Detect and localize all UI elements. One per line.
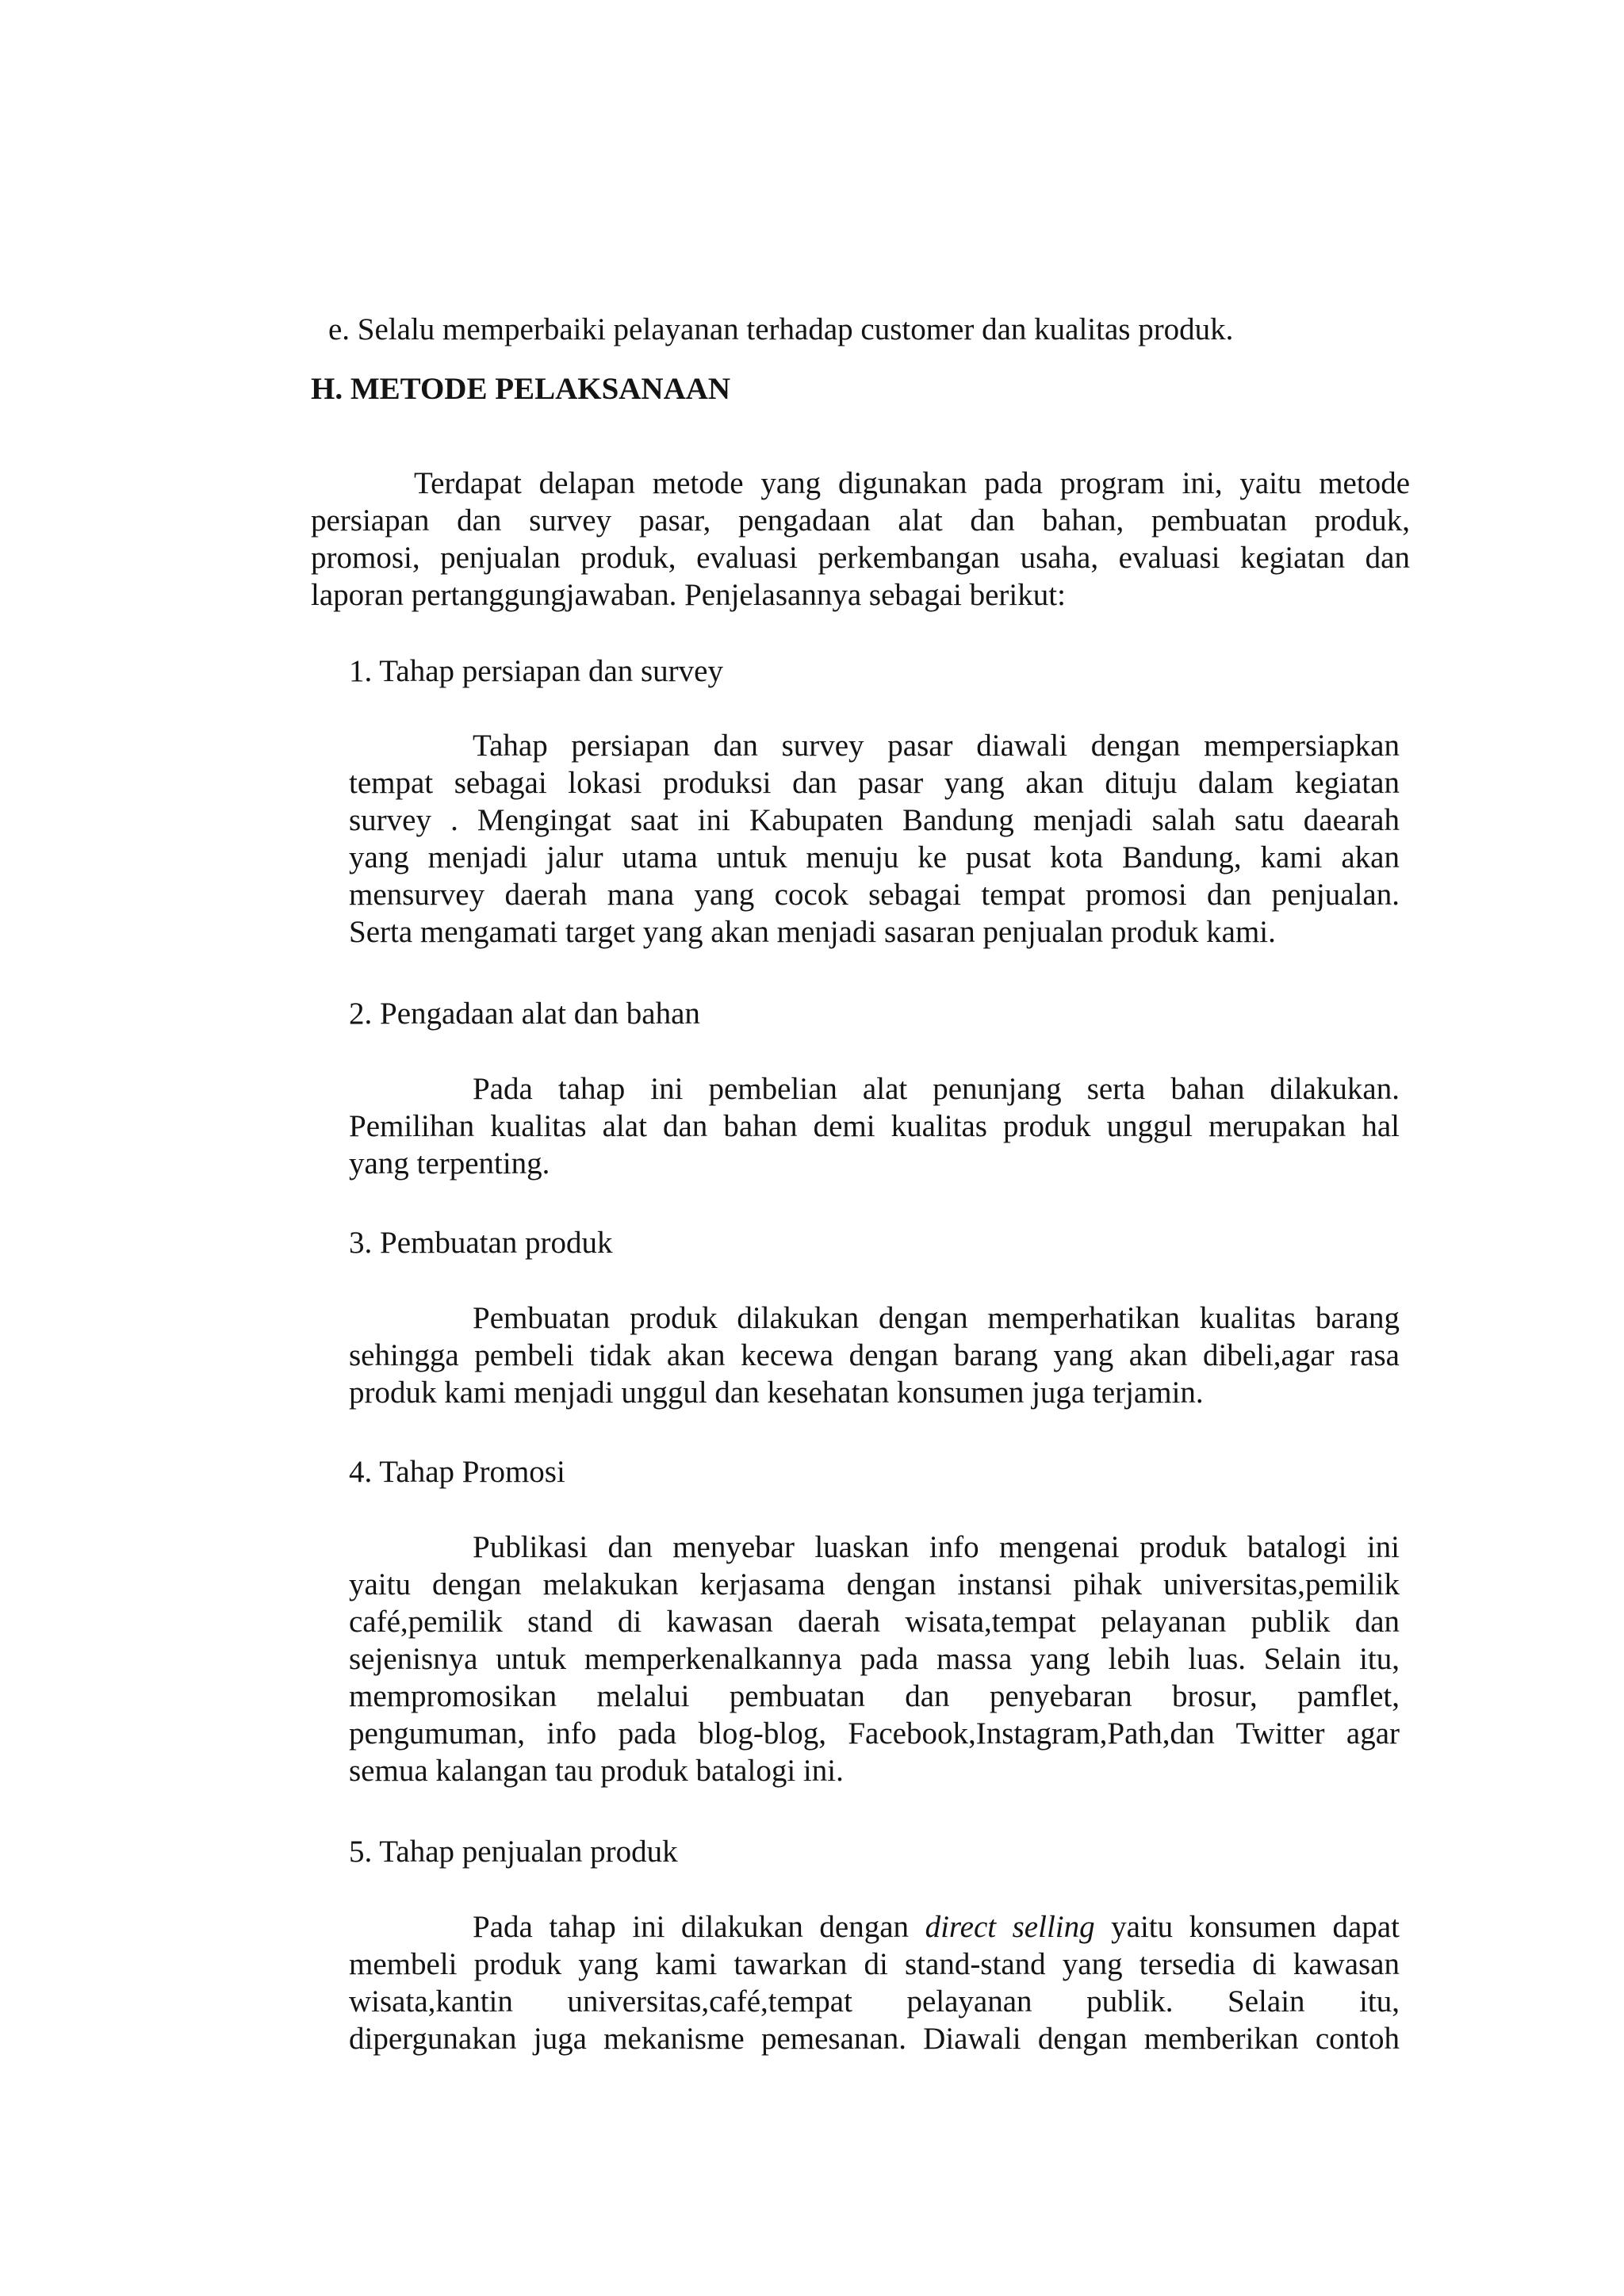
intro-line-2: persiapan dan survey pasar, pengadaan alat dan bahan, pembuatan produk, [311,503,1410,538]
intro-line-3: promosi, penjualan produk, evaluasi perkembangan usaha, evaluasi kegiatan dan [311,541,1410,575]
step-1-line-6: Serta mengamati target yang akan menjadi sasaran penjualan produk kami. [349,915,1276,949]
step-4-body [349,1529,1400,1789]
step-1-line-3: survey . Mengingat saat ini Kabupaten Bandung menjadi salah satu daearah [349,803,1400,837]
step-5-title: 5. Tahap penjualan produk [349,1835,678,1869]
step-4-line-4: sejenisnya untuk memperkenalkannya pada massa yang lebih luas. Selain itu, [349,1642,1400,1676]
step-4-line-2: yaitu dengan melakukan kerjasama dengan instansi pihak universitas,pemilik [349,1567,1400,1601]
step-5-line-1-end: yaitu konsumen dapat [1094,1910,1400,1944]
step-1-body [349,727,1400,951]
step-4-line-3: café,pemilik stand di kawasan daerah wisata,tempat pelayanan publik dan [349,1605,1400,1639]
step-2-body [349,1070,1400,1182]
step-3-title: 3. Pembuatan produk [349,1226,613,1260]
step-1-title: 1. Tahap persiapan dan survey [349,654,723,688]
step-5-line-1-start: Pada tahap ini dilakukan dengan [473,1910,925,1944]
step-5-line-1 [349,1908,1400,1946]
step-4-line-1: Publikasi dan menyebar luaskan info mengenai produk batalogi ini [473,1530,1400,1564]
step-3-line-1: Pembuatan produk dilakukan dengan memperhatikan kualitas barang [473,1301,1400,1335]
intro-line-1: Terdapat delapan metode yang digunakan pada program ini, yaitu metode [414,466,1410,500]
step-1-line-2: tempat sebagai lokasi produksi dan pasar yang akan dituju dalam kegiatan [349,766,1400,800]
step-4-line-7: semua kalangan tau produk batalogi ini. [349,1754,844,1788]
step-4-title: 4. Tahap Promosi [349,1455,565,1489]
intro-paragraph [311,465,1410,614]
step-2-line-3: yang terpenting. [349,1146,550,1181]
step-4-line-5: mempromosikan melalui pembuatan dan penyebaran brosur, pamflet, [349,1679,1400,1713]
step-3-body [349,1299,1400,1411]
step-2-line-2: Pemilihan kualitas alat dan bahan demi kualitas produk unggul merupakan hal [349,1109,1400,1143]
step-5-body [349,1908,1400,2057]
italic-term: direct selling [925,1910,1095,1944]
section-heading: H. METODE PELAKSANAAN [311,372,731,406]
step-5-line-2: membeli produk yang kami tawarkan di stand-stand yang tersedia di kawasan [349,1947,1400,1981]
step-4-line-6: pengumuman, info pada blog-blog, Facebook,Instagram,Path,dan Twitter agar [349,1716,1400,1751]
step-3-line-2: sehingga pembeli tidak akan kecewa dengan barang yang akan dibeli,agar rasa [349,1338,1400,1372]
step-2-line-1: Pada tahap ini pembelian alat penunjang serta bahan dilakukan. [473,1072,1400,1106]
step-2-title: 2. Pengadaan alat dan bahan [349,997,700,1031]
list-item-e: e. Selalu memperbaiki pelayanan terhadap customer dan kualitas produk. [328,312,1234,346]
intro-line-4: laporan pertanggungjawaban. Penjelasannya sebagai berikut: [311,578,1066,612]
step-5-line-4: dipergunakan juga mekanisme pemesanan. Diawali dengan memberikan contoh [349,2022,1400,2056]
step-1-line-4: yang menjadi jalur utama untuk menuju ke pusat kota Bandung, kami akan [349,840,1400,874]
step-5-line-3: wisata,kantin universitas,café,tempat pelayanan publik. Selain itu, [349,1984,1400,2019]
step-1-line-5: mensurvey daerah mana yang cocok sebagai tempat promosi dan penjualan. [349,878,1400,912]
step-1-line-1: Tahap persiapan dan survey pasar diawali dengan mempersiapkan [473,729,1400,763]
step-3-line-3: produk kami menjadi unggul dan kesehatan konsumen juga terjamin. [349,1376,1204,1410]
